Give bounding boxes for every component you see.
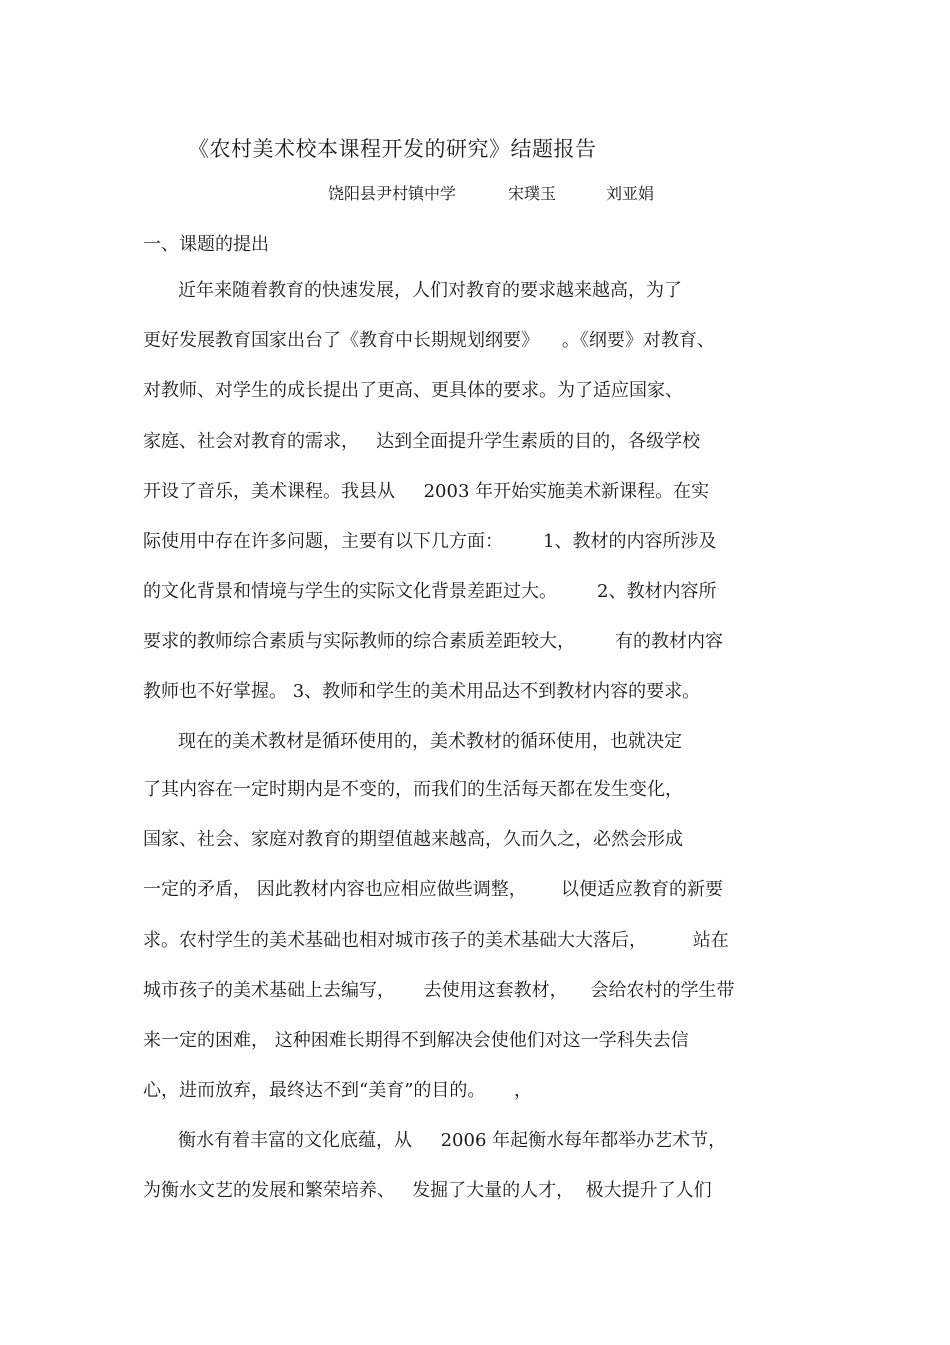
paragraph-line: 心，进而放弃，最终达不到“美育”的目的。 ， — [143, 1080, 533, 1101]
paragraph-line: 教师也不好掌握。 3、教师和学生的美术用品达不到教材内容的要求。 — [143, 681, 701, 702]
paragraph-line: 开设了音乐，美术课程。我县从 2003 年开始实施美术新课程。在实 — [143, 481, 710, 502]
paragraph-line: 来一定的困难， 这种困难长期得不到解决会使他们对这一学科失去信 — [143, 1030, 689, 1051]
paragraph-line: 国家、社会、家庭对教育的期望值越来越高，久而久之，必然会形成 — [143, 829, 683, 850]
section-heading: 一、课题的提出 — [143, 234, 269, 255]
paragraph-line: 一定的矛盾， 因此教材内容也应相应做些调整， 以便适应教育的新要 — [143, 879, 724, 900]
paragraph-line: 衡水有着丰富的文化底蕴，从 2006 年起衡水每年都举办艺术节， — [178, 1130, 727, 1151]
paragraph-line: 对教师、对学生的成长提出了更高、更具体的要求。为了适应国家、 — [143, 380, 683, 401]
paragraph-line: 近年来随着教育的快速发展，人们对教育的要求越来越高，为了 — [178, 280, 682, 301]
author-name-1: 宋璞玉 — [508, 184, 557, 203]
paragraph-line: 为衡水文艺的发展和繁荣培养、 发掘了大量的人才， 极大提升了人们 — [143, 1180, 712, 1201]
paragraph-line: 城市孩子的美术基础上去编写， 去使用这套教材， 会给农村的学生带 — [143, 980, 735, 1001]
author-name-2: 刘亚娟 — [606, 184, 655, 203]
author-school: 饶阳县尹村镇中学 — [328, 184, 457, 203]
paragraph-line: 求。农村学生的美术基础也相对城市孩子的美术基础大大落后， 站在 — [143, 930, 729, 951]
paragraph-line: 的文化背景和情境与学生的实际文化背景差距过大。 2、教材内容所 — [143, 581, 717, 602]
paragraph-line: 要求的教师综合素质与实际教师的综合素质差距较大， 有的教材内容 — [143, 631, 724, 652]
report-title: 《农村美术校本课程开发的研究》结题报告 — [188, 137, 597, 161]
paragraph-line: 现在的美术教材是循环使用的，美术教材的循环使用，也就决定 — [178, 731, 682, 752]
paragraph-line: 了其内容在一定时期内是不变的，而我们的生活每天都在发生变化， — [143, 779, 683, 800]
paragraph-line: 际使用中存在许多问题，主要有以下几方面： 1、教材的内容所涉及 — [143, 531, 717, 552]
paragraph-line: 更好发展教育国家出台了《教育中长期规划纲要》 。《纲要》对教育、 — [143, 330, 715, 351]
paragraph-line: 家庭、社会对教育的需求， 达到全面提升学生素质的目的，各级学校 — [143, 431, 701, 452]
